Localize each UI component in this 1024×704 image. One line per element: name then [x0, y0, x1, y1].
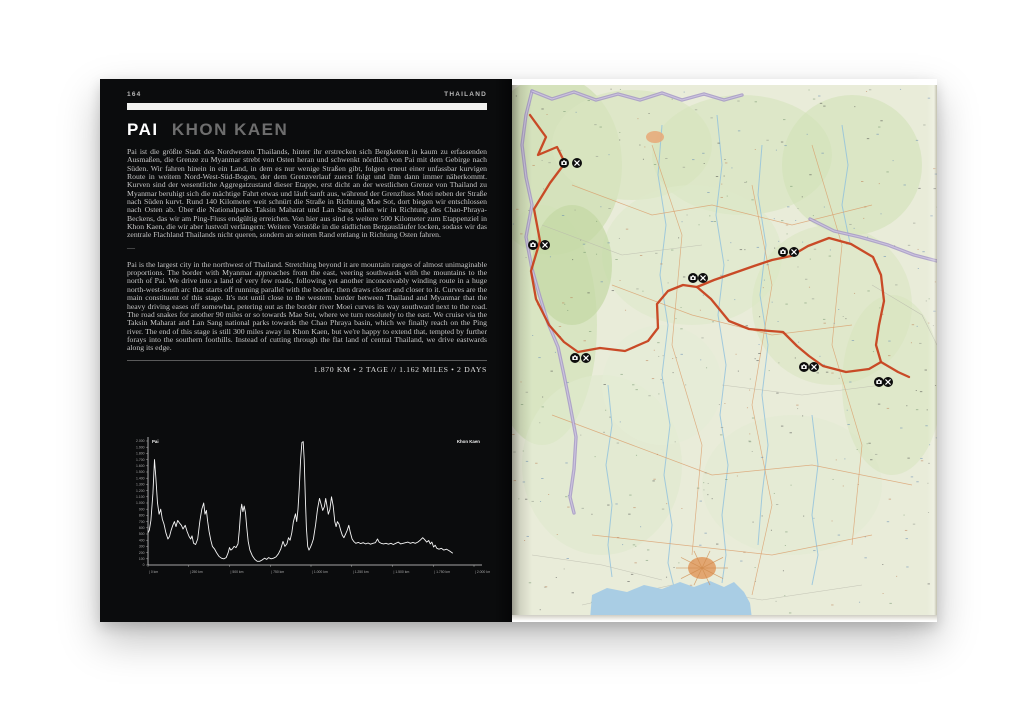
poi-marker-camera	[559, 158, 569, 168]
poi-marker-camera	[688, 273, 698, 283]
y-tick-label: 100	[138, 557, 145, 561]
page-number: 164	[127, 91, 142, 98]
y-tick-label: 1.400	[136, 476, 145, 481]
poi-marker-tools	[540, 240, 550, 250]
y-tick-label: 1.100	[136, 495, 145, 499]
elevation-chart	[122, 429, 490, 591]
y-tick-label: 1.000	[136, 501, 145, 506]
stage-title-end: KHON KAEN	[171, 120, 289, 139]
x-tick-label: | 750 km	[271, 570, 285, 574]
y-tick-label: 1.600	[136, 464, 145, 468]
poi-marker-tools	[789, 247, 799, 257]
poi-marker-camera	[528, 240, 538, 250]
y-tick-label: 500	[138, 532, 145, 537]
stats-divider	[127, 360, 487, 361]
poi-marker-camera	[874, 377, 884, 387]
page-header	[127, 91, 487, 98]
y-tick-label: 700	[138, 519, 145, 524]
elevation-chart-svg	[122, 429, 490, 591]
chart-start-label: Pai	[152, 439, 159, 444]
poi-marker-camera	[778, 247, 788, 257]
route-map-svg	[512, 85, 937, 619]
description-german: Pai ist die größte Stadt des Nordwesten Thailands, hinter ihr erstrecken sich Bergketten in kaum zu erfassenden Ausmaßen, die Grenze zu Myanmar strebt von Osten heran und schwenkt nördlich von Pai mit dem Gebirge nach Süden. Wir fahren hinein in ein Land, in dem es nur wenige Straßen gibt, folgen erneut einer unfassbar kurvigen Route in weitem Nord-West-Süd-Bogen, der dem Grenzverlauf zuerst folgt und ihm dann immer näherkommt. Kurven sind der wesentliche Aggregatzustand dieser Etappe, erst dicht an der westlichen Grenze von Thailand zu Myanmar beruhigt sich die mächtige Fahrt etwas und läuft sanft aus, während der Grenzfluss Moei neben der Straße nach Süden kurvt. Rund 140 Kilometer weit schnürt die Straße in Richtung Mae Sot, dort biegen wir entschlossen nach Osten ab. Über die Nationalparks Taksin Maharat und Lan Sang rollen wir in Richtung des Chao-Phraya-Beckens, das wir am Ping-Fluss endgültig erreichen. Von hier aus sind es weitere 500 Kilometer zum Etappenziel in Khon Kaen, die wir aber lustvoll verlängern: Weitere Vorstöße in die südlichen Bergausläufer locken, sodass wir das zentrale Flachland Thailands nicht queren, sondern an seinem Rand entlang in Richtung Osten fahren.	[127, 147, 487, 240]
x-tick-label: | 1.500 km	[393, 570, 410, 574]
x-tick-label: | 2.000 km	[475, 570, 490, 574]
y-tick-label: 600	[138, 526, 145, 530]
x-tick-label: | 1.000 km	[312, 570, 328, 574]
y-tick-label: 900	[138, 507, 145, 512]
y-tick-label: 200	[138, 550, 145, 555]
y-tick-label: 1.700	[136, 457, 145, 462]
y-tick-label: 1.500	[136, 470, 145, 475]
poi-marker-tools	[698, 273, 708, 283]
poi-marker-tools	[883, 377, 893, 387]
poi-marker-tools	[572, 158, 582, 168]
page-gutter-shadow-left	[492, 79, 512, 622]
y-tick-label: 800	[138, 513, 145, 518]
description-english: Pai is the largest city in the northwest of Thailand. Stretching beyond it are mountain ranges of almost unimaginable proportions. The border with Myanmar approaches from the east, veering southwards with the mountains to the north of Pai. We drive into a land of very few roads, following yet another inconceivably winding route in a huge north-west-south arc that starts off running parallel with the border, then draws closer and closer to it. Curves are the main constituent of this stage. It's not until close to the western border between Thailand and Myanmar that the heavy driving eases off somewhat, petering out as the border river Moei curves its way southward next to the road. The road snakes for another 90 miles or so towards Mae Sot, where we turn resolutely to the east. We cruise via the Taksin Maharat and Lan Sang national parks towards the Chao Phraya basin, which we finally reach on the Ping river. The end of this stage is still 300 miles away in Khon Kaen, but we're happy to extend that, tempted by further forays into the southern foothills. Instead of cutting through the flat land of central Thailand, we drive eastwards along its edge.	[127, 259, 487, 353]
y-tick-label: 2.000	[136, 439, 145, 444]
book-spread	[100, 79, 937, 622]
right-page-map	[512, 85, 937, 619]
x-tick-label: | 1.750 km	[434, 570, 451, 574]
poi-marker-camera	[799, 362, 809, 372]
y-tick-label: 1.800	[136, 451, 145, 456]
stage-title-start: PAI	[127, 120, 159, 139]
poi-marker-camera	[570, 353, 580, 363]
y-tick-label: 1.300	[136, 482, 145, 487]
elevation-line	[148, 442, 453, 562]
white-rule-bar	[127, 103, 487, 110]
y-tick-label: 300	[138, 544, 145, 549]
stage-title	[127, 121, 487, 139]
poi-marker-tools	[809, 362, 819, 372]
y-tick-label: 400	[138, 538, 145, 543]
x-tick-label: | 250 km	[189, 570, 203, 574]
x-tick-label: | 0 km	[149, 570, 159, 574]
stage-stats: 1.870 KM • 2 TAGE // 1.162 MILES • 2 DAYS	[313, 364, 487, 374]
chart-end-label: Khon Kaen	[456, 439, 480, 444]
chapter-label: THAILAND	[444, 91, 487, 98]
y-tick-label: 0	[142, 563, 145, 568]
poi-marker-tools	[581, 353, 591, 363]
y-tick-label: 1.200	[136, 488, 145, 493]
x-tick-label: | 500 km	[230, 570, 244, 574]
left-page	[100, 79, 512, 622]
paragraph-separator: —	[127, 242, 135, 252]
x-tick-label: | 1.250 km	[352, 570, 369, 574]
y-tick-label: 1.900	[136, 445, 145, 450]
